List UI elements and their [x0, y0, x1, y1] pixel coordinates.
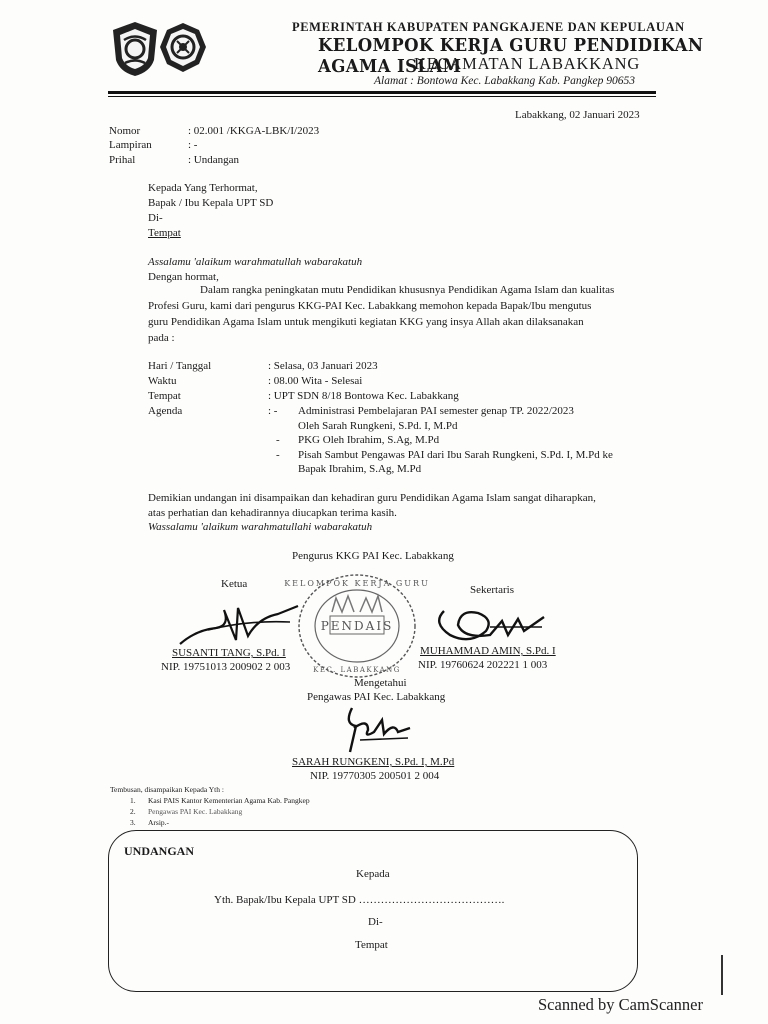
invitation-place: Tempat: [355, 939, 388, 951]
letterhead-rule-thin: [108, 96, 656, 97]
detail-value: : UPT SDN 8/18 Bontowa Kec. Labakkang: [268, 390, 459, 402]
invitation-to: Kepada: [356, 868, 390, 880]
detail-value: : 08.00 Wita - Selesai: [268, 375, 363, 387]
secretary-nip: NIP. 19760624 202221 1 003: [418, 659, 548, 671]
cc-item: Pengawas PAI Kec. Labakkang: [148, 807, 243, 816]
invitation-title: UNDANGAN: [124, 844, 194, 858]
body-line: Dalam rangka peningkatan mutu Pendidikan khususnya Pendidikan Agama Islam dan kualitas: [200, 284, 615, 296]
agenda-bullet: -: [276, 434, 280, 446]
opening-greeting: Assalamu 'alaikum warahmatullah wabarakatuh: [148, 256, 363, 268]
recipient-line: Tempat: [148, 227, 181, 239]
supervisor-name: SARAH RUNGKENI, S.Pd. I, M.Pd: [292, 756, 455, 768]
closing-line: Demikian undangan ini disampaikan dan kehadiran guru Pendidikan Agama Islam sangat diharapkan,: [148, 492, 596, 504]
regency-emblem-icon: [110, 20, 160, 78]
chair-nip: NIP. 19751013 200902 2 003: [161, 661, 291, 673]
invitation-addressee: Yth. Bapak/Ibu Kepala UPT SD ………………………………….: [214, 894, 505, 906]
place-date: Labakkang, 02 Januari 2023: [515, 109, 640, 121]
meta-label: Nomor: [109, 125, 141, 137]
stamp-text-top: KELOMPOK KERJA GURU: [284, 579, 430, 588]
body-line: pada :: [148, 332, 175, 344]
letterhead-district: KECAMATAN LABAKKANG: [414, 54, 641, 73]
meta-value: : Undangan: [188, 154, 240, 166]
detail-label: Agenda: [148, 405, 183, 417]
invitation-di: Di-: [368, 916, 383, 928]
cc-num: 1.: [130, 796, 136, 805]
detail-value: : -: [268, 405, 278, 417]
closing-line: atas perhatian dan kehadirannya diucapkan terima kasih.: [148, 507, 397, 519]
cc-num: 3.: [130, 818, 136, 827]
meta-label: Lampiran: [109, 139, 152, 151]
agenda-item-cont: Bapak Ibrahim, S.Ag, M.Pd: [298, 463, 422, 475]
agenda-item-cont: Oleh Sarah Rungkeni, S.Pd. I, M.Pd: [298, 420, 458, 432]
supervisor-signature-icon: [334, 704, 414, 754]
stamp-text-mid: PENDAIS: [320, 619, 394, 633]
secretary-name: MUHAMMAD AMIN, S.Pd. I: [420, 645, 556, 657]
supervisor-nip: NIP. 19770305 200501 2 004: [310, 770, 440, 782]
detail-value: : Selasa, 03 Januari 2023: [268, 360, 378, 372]
scanner-watermark: Scanned by CamScanner: [538, 995, 703, 1014]
official-stamp-icon: [284, 572, 430, 680]
detail-label: Tempat: [148, 390, 181, 402]
ministry-of-religion-emblem-icon: [158, 20, 208, 78]
agenda-item: PKG Oleh Ibrahim, S.Ag, M.Pd: [298, 434, 440, 446]
detail-label: Waktu: [148, 375, 177, 387]
chair-signature-icon: [178, 600, 308, 648]
detail-label: Hari / Tanggal: [148, 360, 212, 372]
closing-greeting: Wassalamu 'alaikum warahmatullahi wabarakatuh: [148, 521, 373, 533]
recipient-line: Bapak / Ibu Kepala UPT SD: [148, 197, 274, 209]
cc-num: 2.: [130, 807, 136, 816]
supervisor-title: Pengawas PAI Kec. Labakkang: [307, 691, 446, 703]
cc-heading: Tembusan, disampaikan Kepada Yth :: [110, 785, 224, 794]
agenda-item: Administrasi Pembelajaran PAI semester genap TP. 2022/2023: [298, 405, 574, 417]
letterhead-organization: KELOMPOK KERJA GURU PENDIDIKAN AGAMA ISLAM: [318, 35, 704, 77]
secretary-signature-icon: [430, 605, 550, 647]
body-line: Profesi Guru, kami dari pengurus KKG-PAI Kec. Labakkang memohon kepada Bapak/Ibu mengutus: [148, 300, 592, 312]
scan-edge-mark: [721, 955, 723, 995]
recipient-line: Kepada Yang Terhormat,: [148, 182, 258, 194]
meta-value: : -: [188, 139, 198, 151]
signature-org: Pengurus KKG PAI Kec. Labakkang: [292, 550, 454, 562]
chair-title: Ketua: [221, 578, 248, 590]
meta-label: Prihal: [109, 154, 136, 166]
letterhead-government: PEMERINTAH KABUPATEN PANGKAJENE DAN KEPULAUAN: [292, 20, 685, 34]
chair-name: SUSANTI TANG, S.Pd. I: [172, 647, 286, 659]
meta-value: : 02.001 /KKGA-LBK/I/2023: [188, 125, 320, 137]
body-line: guru Pendidikan Agama Islam untuk mengikuti kegiatan KKG yang insya Allah akan dilaksanakan: [148, 316, 584, 328]
acknowledgement: Mengetahui: [354, 677, 407, 689]
secretary-title: Sekertaris: [470, 584, 514, 596]
agenda-item: Pisah Sambut Pengawas PAI dari Ibu Sarah Rungkeni, S.Pd. I, M.Pd ke: [298, 449, 613, 461]
cc-item: Arsip.-: [148, 818, 170, 827]
letterhead-rule: [108, 91, 656, 94]
salutation: Dengan hormat,: [148, 271, 219, 283]
stamp-text-bottom: KEC. LABAKKANG: [313, 666, 401, 674]
cc-item: Kasi PAIS Kantor Kementerian Agama Kab. Pangkep: [148, 796, 310, 805]
agenda-bullet: -: [276, 449, 280, 461]
recipient-line: Di-: [148, 212, 163, 224]
letterhead-address: Alamat : Bontowa Kec. Labakkang Kab. Pangkep 90653: [374, 75, 635, 87]
